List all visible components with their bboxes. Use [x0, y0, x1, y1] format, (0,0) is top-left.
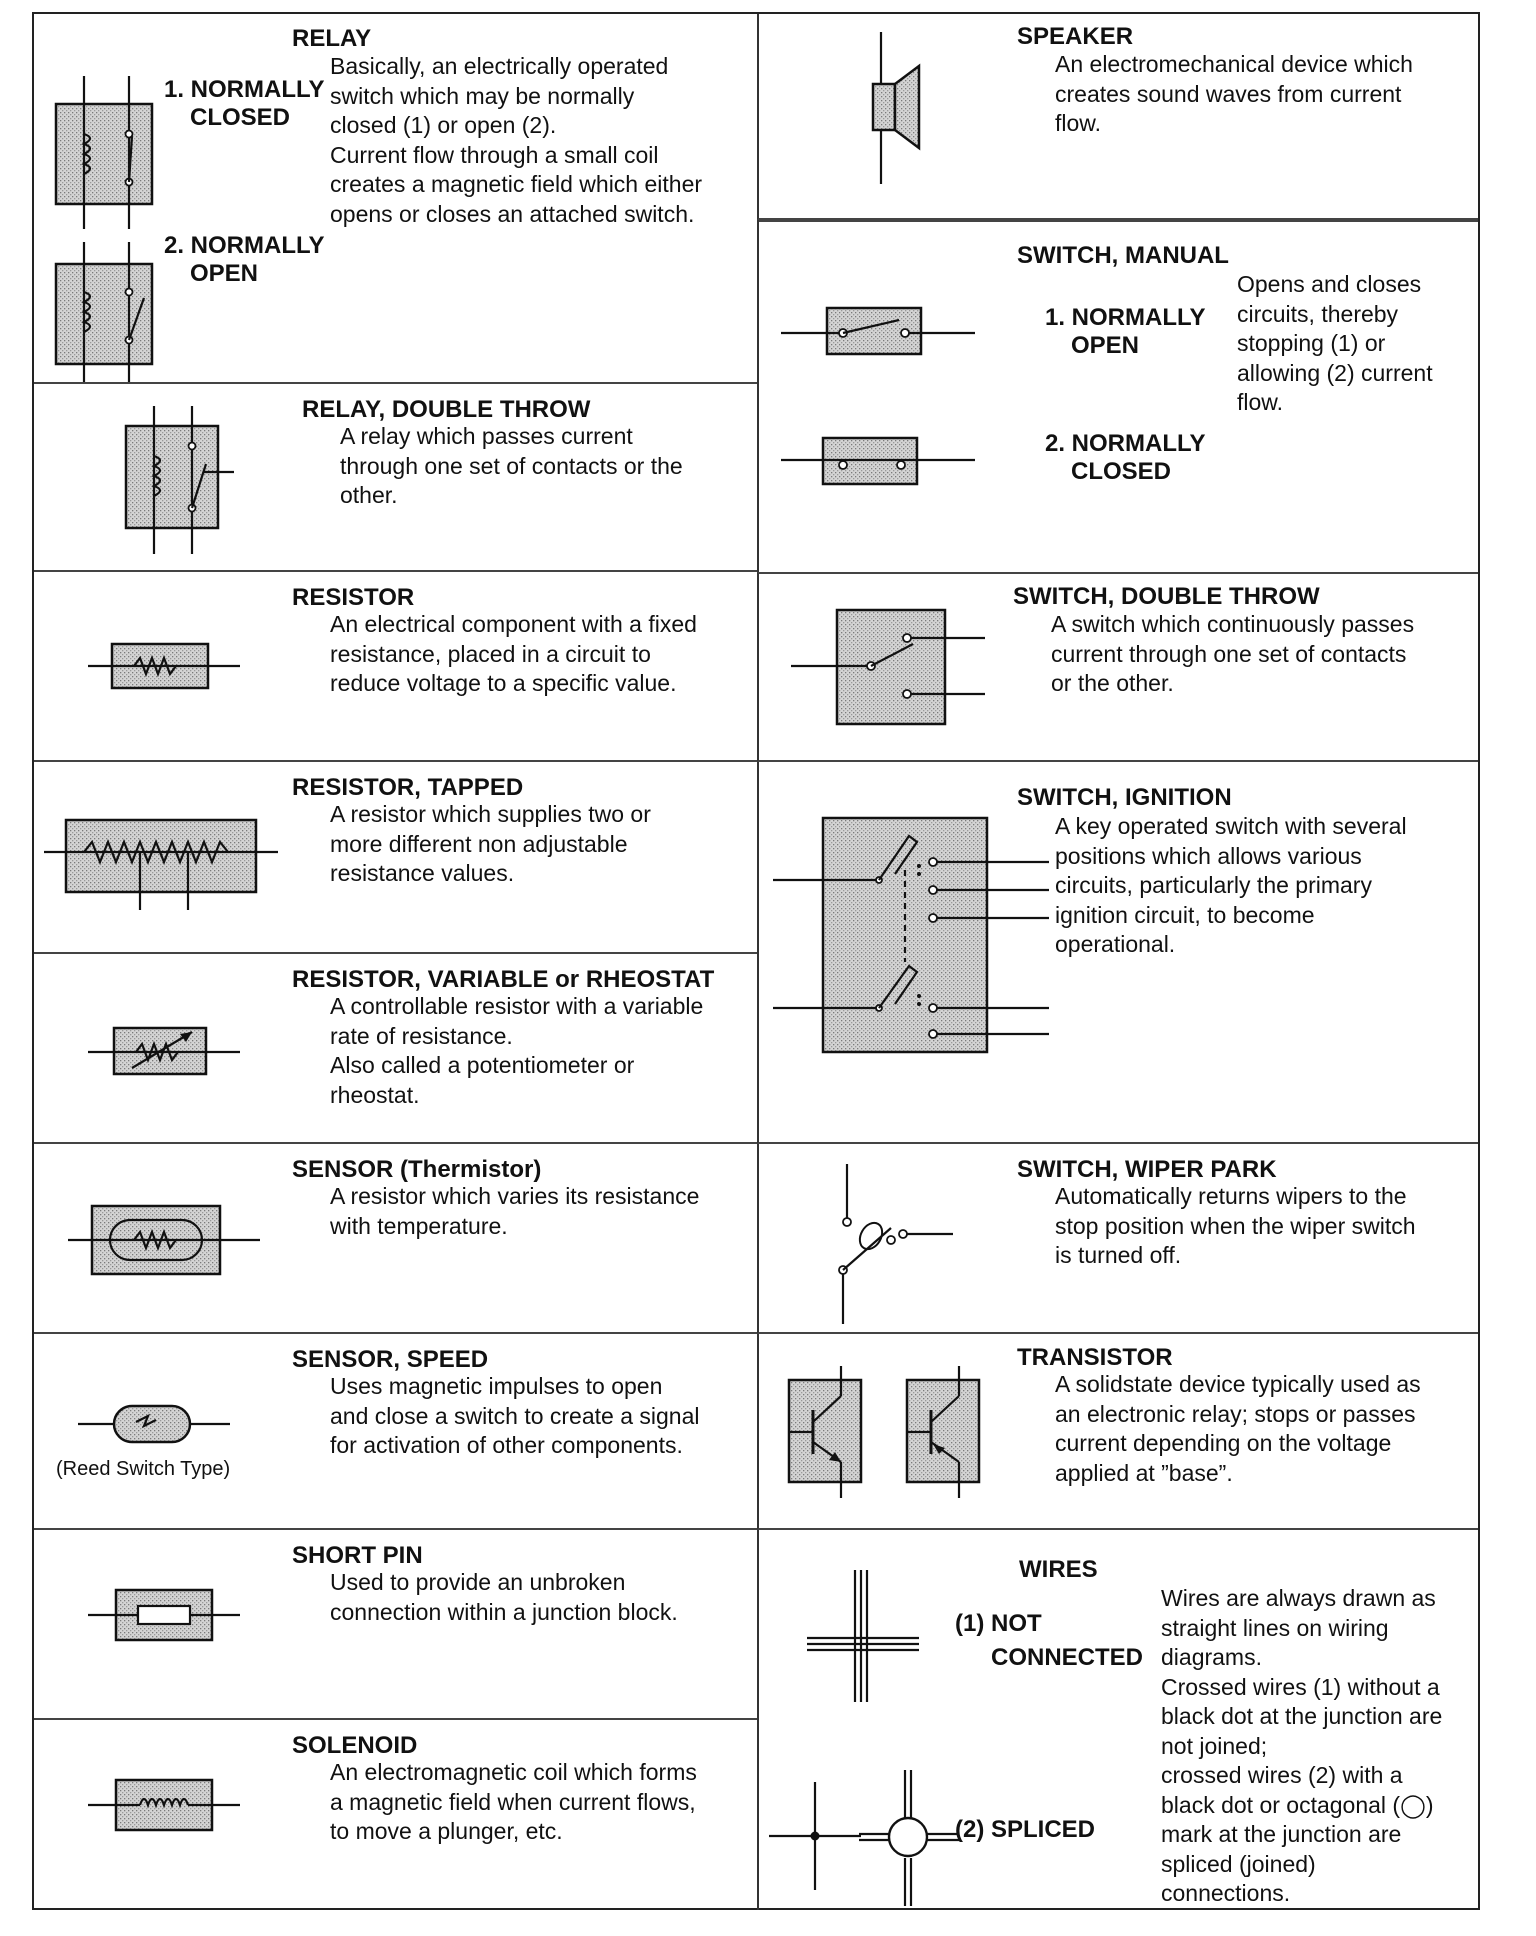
resistor-variable-cell	[34, 954, 757, 1144]
wires-title: WIRES	[1019, 1556, 1098, 1583]
switch-wiper-park-cell	[757, 1144, 1478, 1334]
switch-manual-cell	[757, 220, 1478, 572]
solenoid-description: An electromagnetic coil which forms a magnetic field when current flows, to move a plunger, etc.	[330, 1759, 697, 1844]
short-pin-cell	[34, 1530, 757, 1720]
resistor-tapped-description: A resistor which supplies two or more different non adjustable resistance values.	[330, 801, 651, 886]
wires-description: Wires are always drawn as straight lines on wiring diagrams. Crossed wires (1) without a black dot at the junction are not joined; crossed wires (2) with a black dot or octagonal (◯) mark at the junction are spliced (joined) connections.	[1161, 1585, 1443, 1906]
wires-cell	[757, 1530, 1478, 1910]
switch-wiper-park-title: SWITCH, WIPER PARK	[1017, 1156, 1277, 1183]
switch-ignition-cell	[757, 762, 1478, 1144]
switch-wiper-park-description: Automatically returns wipers to the stop position when the wiper switch is turned off.	[1055, 1183, 1416, 1268]
switch-manual-label-normally-open: 1. NORMALLY OPEN	[1045, 304, 1206, 359]
relay-label-normally-open: 2. NORMALLY OPEN	[164, 232, 325, 287]
solenoid-title: SOLENOID	[292, 1732, 418, 1759]
transistor-description: A solidstate device typically used as an electronic relay; stops or passes current depending on the voltage applied at ”base”.	[1055, 1371, 1421, 1486]
resistor-tapped-cell	[34, 762, 757, 954]
speaker-symbol	[849, 28, 949, 188]
relay-normally-closed-symbol	[44, 64, 154, 384]
relay-cell	[34, 14, 757, 384]
switch-manual-symbols	[779, 300, 979, 500]
sensor-speed-cell	[34, 1334, 757, 1530]
relay-label-normally-closed: 1. NORMALLY CLOSED	[164, 76, 325, 131]
sensor-speed-symbol	[74, 1394, 234, 1454]
sensor-thermistor-description: A resistor which varies its resistance with temperature.	[330, 1183, 700, 1239]
solenoid-symbol	[84, 1770, 244, 1840]
sensor-speed-description: Uses magnetic impulses to open and close a switch to create a signal for activation of other components.	[330, 1373, 700, 1458]
wires-label-spliced: (2) SPLICED	[955, 1816, 1096, 1843]
switch-ignition-description: A key operated switch with several positions which allows various circuits, particularly the primary ignition circuit, to become operational.	[1055, 813, 1407, 957]
speaker-divider	[759, 220, 1478, 222]
resistor-variable-description: A controllable resistor with a variable rate of resistance. Also called a potentiometer or rheostat.	[330, 993, 704, 1108]
speaker-description: An electromechanical device which creates sound waves from current flow.	[1055, 51, 1413, 136]
relay-double-throw-cell	[34, 384, 757, 572]
switch-double-throw-symbol	[789, 604, 989, 734]
sensor-thermistor-symbol	[64, 1194, 264, 1284]
relay-double-throw-title: RELAY, DOUBLE THROW	[302, 396, 591, 423]
switch-double-throw-cell	[757, 572, 1478, 762]
speaker-title: SPEAKER	[1017, 23, 1134, 50]
sensor-speed-caption: (Reed Switch Type)	[56, 1458, 231, 1480]
resistor-symbol	[84, 632, 244, 702]
switch-ignition-title: SWITCH, IGNITION	[1017, 784, 1232, 811]
switch-double-throw-title: SWITCH, DOUBLE THROW	[1013, 583, 1320, 610]
relay-description: Basically, an electrically operated switch which may be normally closed (1) or open (2). Current flow through a small coil creates a magnetic field which either opens or closes an attached switch.	[330, 53, 703, 227]
speaker-cell	[757, 14, 1478, 220]
sensor-thermistor-title: SENSOR (Thermistor)	[292, 1156, 542, 1183]
solenoid-cell	[34, 1720, 757, 1910]
symbol-chart	[32, 12, 1480, 1910]
wires-label-not-connected: (1) NOT CONNECTED	[955, 1610, 1144, 1671]
relay-title: RELAY	[292, 25, 372, 52]
switch-double-throw-description: A switch which continuously passes current through one set of contacts or the other.	[1051, 611, 1415, 696]
resistor-title: RESISTOR	[292, 584, 415, 611]
relay-double-throw-symbol	[104, 402, 244, 562]
short-pin-title: SHORT PIN	[292, 1542, 423, 1569]
sensor-thermistor-cell	[34, 1144, 757, 1334]
short-pin-description: Used to provide an unbroken connection within a junction block.	[330, 1569, 678, 1625]
switch-ignition-symbol	[773, 812, 1063, 1072]
resistor-variable-symbol	[84, 1016, 244, 1086]
sensor-speed-title: SENSOR, SPEED	[292, 1346, 489, 1373]
resistor-cell	[34, 572, 757, 762]
short-pin-symbol	[84, 1580, 244, 1650]
resistor-description: An electrical component with a fixed resistance, placed in a circuit to reduce voltage to a specific value.	[330, 611, 697, 696]
transistor-title: TRANSISTOR	[1017, 1344, 1173, 1371]
resistor-tapped-symbol	[42, 802, 282, 912]
switch-manual-label-normally-closed: 2. NORMALLY CLOSED	[1045, 430, 1206, 485]
wires-splice-octagon-symbol	[859, 1750, 959, 1910]
switch-wiper-park-symbol	[819, 1158, 959, 1328]
switch-manual-description: Opens and closes circuits, thereby stopping (1) or allowing (2) current flow.	[1237, 271, 1433, 415]
transistor-cell	[757, 1334, 1478, 1530]
resistor-tapped-title: RESISTOR, TAPPED	[292, 774, 524, 801]
relay-double-throw-description: A relay which passes current through one set of contacts or the other.	[340, 423, 683, 508]
resistor-variable-title: RESISTOR, VARIABLE or RHEOSTAT	[292, 966, 715, 993]
switch-manual-title: SWITCH, MANUAL	[1017, 242, 1229, 269]
transistor-symbols	[783, 1362, 1003, 1512]
